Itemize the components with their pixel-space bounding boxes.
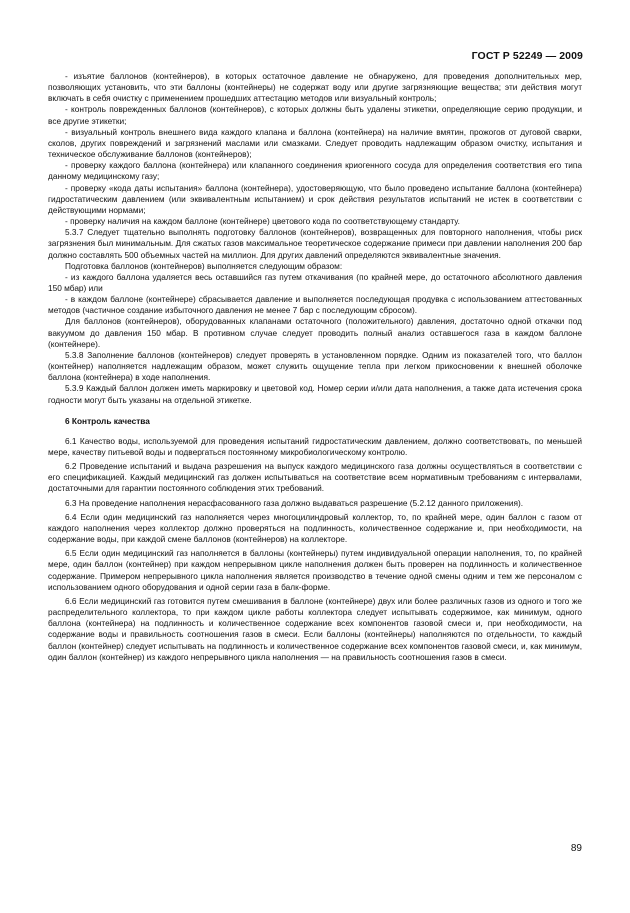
paragraph: - изъятие баллонов (контейнеров), в которых остаточное давление не обнаружено, для проведения дополнительных мер, позволяющих установить, что эти баллоны (контейнеры) не содержат воду или другие загрязняющие вещества; эти действия могут включать в себя очистку с применением прошедших аттестацию методов или визуальный контроль; (48, 71, 582, 104)
paragraph: - в каждом баллоне (контейнере) сбрасывается давление и выполняется последующая продувка с использованием аттестованных методов (частичное создание избыточного давления не менее 7 бар с последующим сбросом). (48, 294, 582, 316)
paragraph: 6.4 Если один медицинский газ наполняется через многоцилиндровый коллектор, то, по крайней мере, один баллон с газом от каждого наполнения через коллектор должно проверяться на подлинность, количественное содержание и, при необходимости, на содержание воды, при каждой смене баллонов (контейнеров) на коллекторе. (48, 511, 582, 545)
paragraph: 6.6 Если медицинский газ готовится путем смешивания в баллоне (контейнере) двух или более различных газов из одного и того же распределительного коллектора, то при каждом цикле работы коллектора следует испытывать содержимое, как минимум, одного баллона (контейнера) на подлинность и количественное содержание всех компонентов газовой смеси и, при необходимости, на содержание воды и правильность соотношения газов в смеси. Если баллоны (контейнеры) наполняются по отдельности, то каждый баллон (контейнер) следует испытывать на подлинность и количественное содержание всех компонентов газовой смеси, и, как минимум, один баллон (контейнер) из каждого непрерывного цикла наполнения — на правильность соотношения газов в смеси. (48, 595, 582, 662)
paragraph: 5.3.8 Заполнение баллонов (контейнеров) следует проверять в установленном порядке. Одним из показателей того, что баллон (контейнер) наполняется надлежащим образом, может служить ощущение тепла при легком прикосновении к внешней оболочке баллона (контейнера) в ходе наполнения. (48, 349, 582, 383)
paragraph: Подготовка баллонов (контейнеров) выполняется следующим образом: (65, 260, 343, 271)
paragraph: 6.5 Если один медицинский газ наполняется в баллоны (контейнеры) путем индивидуальной операции наполнения, то, по крайней мере, один баллон (контейнер) при каждом непрерывном цикле наполнения должен быть проверен на подлинность и количественное содержание. Примером непрерывного цикла наполнения является производство в течение одной смены одним и тем же персоналом с использованием одного оборудования и одной серии газа в балк-форме. (48, 548, 582, 592)
document-body (48, 71, 582, 663)
section-heading: 6 Контроль качества (65, 415, 150, 426)
paragraph: Для баллонов (контейнеров), оборудованных клапанами остаточного (положительного) давления, достаточно одной откачки под вакуумом до давления 150 мбар. В противном случае следует проводить полный анализ оставшегося газа в каждом баллоне (контейнере). (48, 316, 582, 349)
paragraph: - проверку наличия на каждом баллоне (контейнере) цветового кода по соответствующему стандарту. (65, 216, 460, 227)
paragraph: - проверку каждого баллона (контейнера) или клапанного соединения криогенного сосуда для определения соответствия его типа данному медицинскому газу; (48, 160, 582, 182)
paragraph: 6.2 Проведение испытаний и выдача разрешения на выпуск каждого медицинского газа должны осуществляться в соответствии с его спецификацией. Каждый медицинский газ должен испытываться на соответствие всем нормативным требованиям с интервалами, достаточными для гарантии постоянного соблюдения этих требований. (48, 461, 582, 494)
paragraph: - проверку «кода даты испытания» баллона (контейнера), удостоверяющую, что было проведено испытание баллона (контейнера) гидростатическим давлением (или эквивалентным испытанием) и срок действия результатов испытаний не истек в соответствии с действующими нормами; (48, 182, 582, 215)
paragraph: - из каждого баллона удаляется весь оставшийся газ путем откачивания (по крайней мере, до остаточного абсолютного давления 150 мбар) или (48, 271, 582, 293)
paragraph: 5.3.7 Следует тщательно выполнять подготовку баллонов (контейнеров), возвращенных для повторного наполнения, чтобы риск загрязнения был минимальным. Для сжатых газов максимальное теоретическое содержание примеси при давлении наполнения 200 бар должно составлять 500 объемных частей на миллион. Для других давлений определяются эквивалентные значения. (48, 227, 582, 260)
standard-header: ГОСТ Р 52249 — 2009 (471, 50, 583, 62)
paragraph: 6.3 На проведение наполнения нерасфасованного газа должно выдаваться разрешение (5.2.12 данного приложения). (65, 497, 524, 508)
paragraph: 5.3.9 Каждый баллон должен иметь маркировку и цветовой код. Номер серии и/или дата наполнения, а также дата истечения срока годности могут быть указаны на отдельной этикетке. (48, 383, 582, 405)
paragraph: - визуальный контроль внешнего вида каждого клапана и баллона (контейнера) на наличие вмятин, прожогов от дуговой сварки, сколов, других повреждений и загрязнений маслами или смазками. Следует проводить надлежащим образом очистку, испытания и техническое обслуживание баллонов (контейнеров); (48, 126, 582, 160)
paragraph: 6.1 Качество воды, используемой для проведения испытаний гидростатическим давлением, должно соответствовать, по меньшей мере, качеству питьевой воды и подвергаться постоянному микробиологическому контролю. (48, 435, 582, 457)
page-number: 89 (570, 843, 582, 854)
paragraph: - контроль поврежденных баллонов (контейнеров), с которых должны быть удалены этикетки, определяющие серию продукции, и все другие этикетки; (48, 104, 582, 126)
